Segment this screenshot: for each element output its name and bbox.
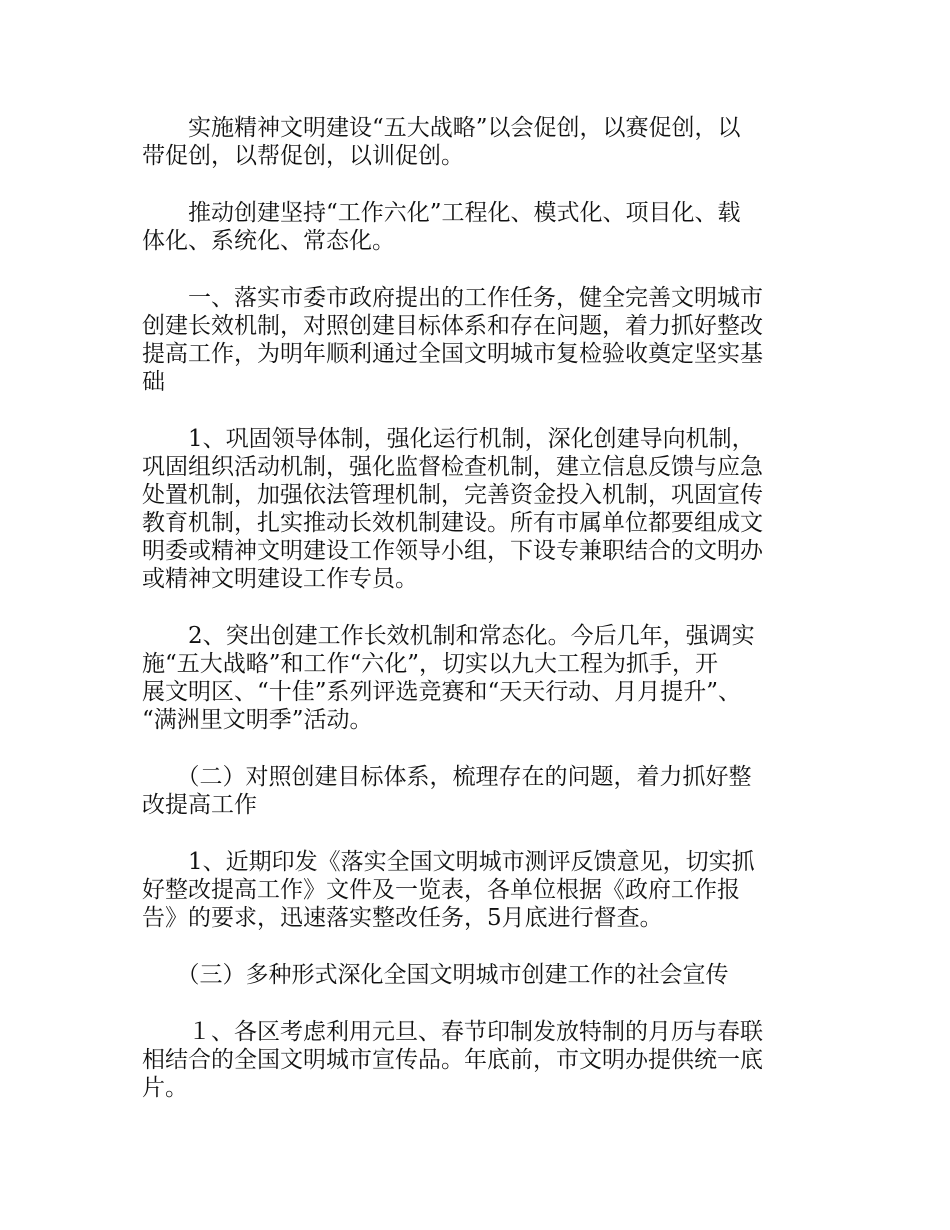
paragraph-section-two bbox=[142, 763, 832, 819]
text-line: 改提高工作 bbox=[142, 792, 257, 818]
text-line: “满洲里文明季”活动。 bbox=[142, 707, 373, 733]
text-line: 提高工作，为明年顺利通过全国文明城市复检验收奠定坚实基 bbox=[142, 341, 763, 367]
paragraph-section-three-item-1 bbox=[142, 1018, 832, 1102]
text-line: 明委或精神文明建设工作领导小组，下设专兼职结合的文明办 bbox=[142, 538, 763, 564]
text-line: 或精神文明建设工作专员。 bbox=[142, 566, 418, 592]
text-line: 好整改提高工作》文件及一览表，各单位根据《政府工作报 bbox=[142, 877, 740, 903]
text-line: 教育机制，扎实推动长效机制建设。所有市属单位都要组成文 bbox=[142, 510, 763, 536]
paragraph-section-one bbox=[142, 284, 832, 396]
text-line: （二）对照创建目标体系，梳理存在的问题，着力抓好整 bbox=[142, 764, 752, 790]
text-line: 施“五大战略”和工作“六化”，切实以九大工程为抓手，开 bbox=[142, 651, 719, 677]
paragraph-section-two-item-1 bbox=[142, 848, 832, 932]
text-line: 片。 bbox=[142, 1075, 188, 1101]
text-line: 础 bbox=[142, 369, 165, 395]
text-line: 1、近期印发《落实全国文明城市测评反馈意见，切实抓 bbox=[142, 849, 755, 875]
text-line: 一、落实市委市政府提出的工作任务，健全完善文明城市 bbox=[142, 285, 763, 311]
text-line: 处置机制，加强依法管理机制，完善资金投入机制，巩固宣传 bbox=[142, 482, 763, 508]
text-line: １、各区考虑利用元旦、春节印制发放特制的月历与春联 bbox=[142, 1019, 763, 1045]
text-line: 相结合的全国文明城市宣传品。年底前，市文明办提供统一底 bbox=[142, 1047, 763, 1073]
text-line: 体化、系统化、常态化。 bbox=[142, 228, 395, 254]
paragraph-item-1-mechanisms bbox=[142, 425, 832, 593]
text-line: 1、巩固领导体制，强化运行机制，深化创建导向机制， bbox=[142, 426, 755, 452]
text-line: 带促创，以帮促创，以训促创。 bbox=[142, 143, 464, 169]
paragraph-six-modernizations bbox=[142, 199, 832, 255]
text-line: 巩固组织活动机制，强化监督检查机制，建立信息反馈与应急 bbox=[142, 454, 763, 480]
text-line: 推动创建坚持“工作六化”工程化、模式化、项目化、载 bbox=[142, 200, 741, 226]
paragraph-item-2-long-term bbox=[142, 622, 832, 734]
text-line: 2、突出创建工作长效机制和常态化。今后几年，强调实 bbox=[142, 623, 755, 649]
paragraph-five-strategies bbox=[142, 114, 832, 170]
paragraph-section-three bbox=[142, 961, 832, 989]
text-line: 实施精神文明建设“五大战略”以会促创，以赛促创，以 bbox=[142, 115, 741, 141]
text-line: 创建长效机制，对照创建目标体系和存在问题，着力抓好整改 bbox=[142, 313, 763, 339]
text-line: 展文明区、“十佳”系列评选竞赛和“天天行动、月月提升”、 bbox=[142, 679, 742, 705]
text-line: 告》的要求，迅速落实整改任务，5月底进行督查。 bbox=[142, 905, 663, 931]
text-line: （三）多种形式深化全国文明城市创建工作的社会宣传 bbox=[142, 962, 729, 988]
